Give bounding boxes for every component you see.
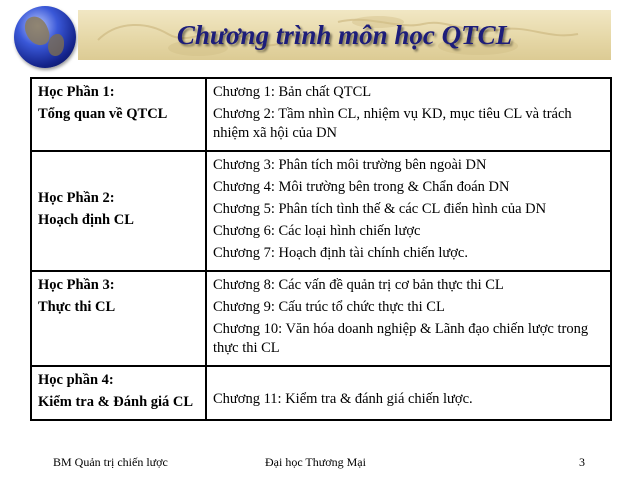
chapter-item: Chương 2: Tầm nhìn CL, nhiệm vụ KD, mục tiêu CL và trách nhiệm xã hội của DN xyxy=(213,106,572,141)
part-cell xyxy=(31,366,206,420)
part-label: Học phần 4: xyxy=(38,372,114,388)
course-table xyxy=(30,77,612,421)
part-name: Kiểm tra & Đánh giá CL xyxy=(38,394,194,410)
part-cell xyxy=(31,271,206,366)
chapter-item: Chương 9: Cấu trúc tổ chức thực thi CL xyxy=(213,299,445,315)
chapter-item: Chương 5: Phân tích tình thế & các CL điển hình của DN xyxy=(213,201,547,217)
part-label: Học Phần 2: xyxy=(38,190,115,206)
footer-university: Đại học Thương Mại xyxy=(265,455,366,469)
part-cell xyxy=(31,78,206,151)
table-row xyxy=(31,366,611,420)
chapter-item: Chương 7: Hoạch định tài chính chiến lược. xyxy=(213,245,468,261)
chapters-cell xyxy=(206,271,611,366)
footer-department: BM Quản trị chiến lược xyxy=(53,455,168,469)
chapters-cell xyxy=(206,78,611,151)
chapters-cell xyxy=(206,366,611,420)
chapters-cell xyxy=(206,151,611,271)
globe-continent xyxy=(48,34,64,56)
table-row xyxy=(31,78,611,151)
chapter-item: Chương 4: Môi trường bên trong & Chẩn đoán DN xyxy=(213,179,510,195)
chapter-item: Chương 6: Các loại hình chiến lược xyxy=(213,223,421,239)
chapter-item: Chương 3: Phân tích môi trường bên ngoài DN xyxy=(213,157,487,173)
chapter-item: Chương 10: Văn hóa doanh nghiệp & Lãnh đạo chiến lược trong thực thi CL xyxy=(213,321,589,356)
part-cell xyxy=(31,151,206,271)
chapter-item: Chương 11: Kiểm tra & đánh giá chiến lược. xyxy=(213,391,473,407)
part-label: Học Phần 3: xyxy=(38,277,115,293)
chapter-item: Chương 8: Các vấn đề quản trị cơ bản thực thi CL xyxy=(213,277,504,293)
table-row xyxy=(31,271,611,366)
page-title: Chương trình môn học QTCL xyxy=(176,19,513,50)
part-name: Tổng quan về QTCL xyxy=(38,106,168,122)
part-name: Hoạch định CL xyxy=(38,212,134,228)
part-label: Học Phần 1: xyxy=(38,84,115,100)
part-name: Thực thi CL xyxy=(38,299,116,315)
chapter-item: Chương 1: Bản chất QTCL xyxy=(213,84,372,100)
globe-icon xyxy=(14,6,76,68)
table-row xyxy=(31,151,611,271)
footer-page-number: 3 xyxy=(579,455,585,469)
spacer xyxy=(213,370,604,389)
